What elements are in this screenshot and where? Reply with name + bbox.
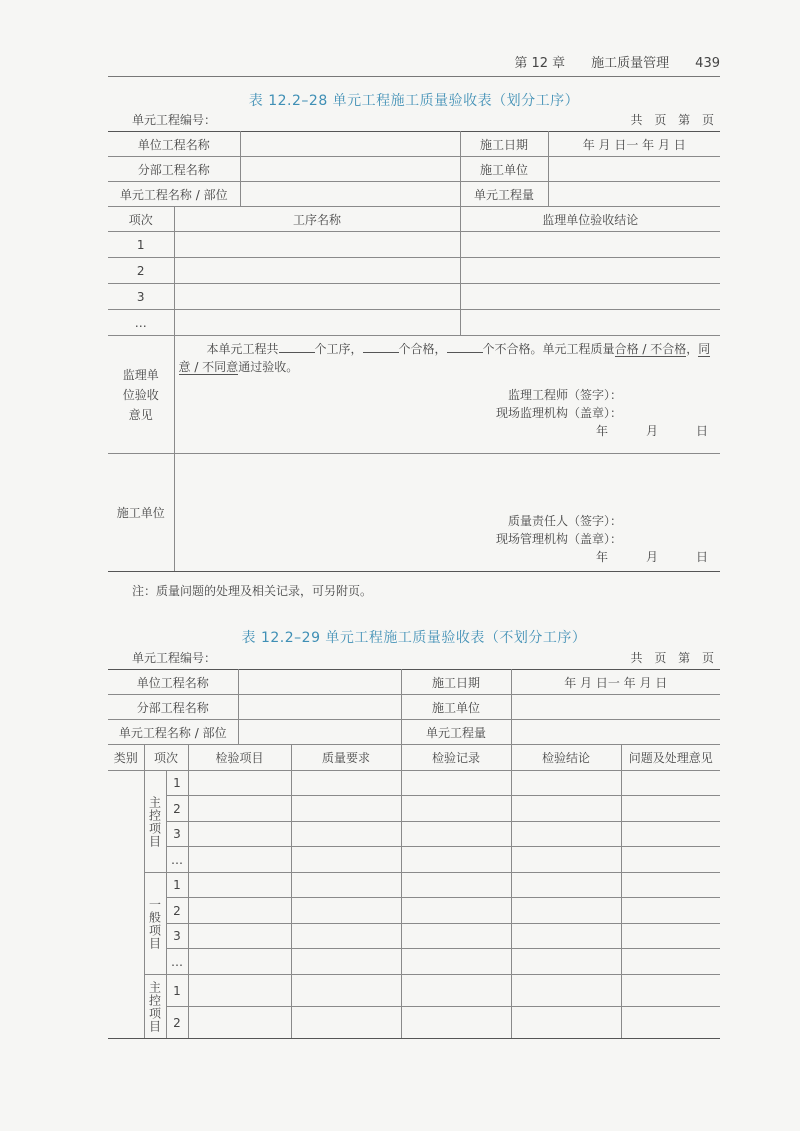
- date-month: 月: [645, 424, 660, 438]
- unqualified-count-blank[interactable]: [447, 340, 483, 353]
- form2-unit-name-value[interactable]: [238, 720, 401, 745]
- contractor-opinion-label: 施工单位: [108, 454, 174, 572]
- inspection-conclusion-cell[interactable]: [511, 975, 621, 1007]
- form1-unit-name-label: 单元工程名称 / 部位: [108, 182, 240, 207]
- contractor-opinion-body[interactable]: [174, 454, 720, 572]
- form1-unit-project-label: 单位工程名称: [108, 132, 240, 157]
- item-number: …: [166, 847, 188, 873]
- issues-cell[interactable]: [621, 898, 720, 924]
- item-number: 2: [166, 898, 188, 924]
- form1-unit-project-value[interactable]: [240, 132, 460, 157]
- inspection-item-cell[interactable]: [188, 975, 291, 1007]
- contractor-seal[interactable]: 现场管理机构（盖章）：: [496, 532, 623, 546]
- inspection-item-cell[interactable]: [188, 771, 291, 796]
- quality-requirement-cell[interactable]: [291, 1007, 401, 1039]
- table-row: [108, 949, 720, 975]
- form1-supervisor-row: [108, 336, 720, 454]
- approval-choice[interactable]: 同意 / 不同意: [178, 342, 711, 374]
- conclusion-cell[interactable]: [460, 258, 720, 284]
- form2-col-inspection-record: 检验记录: [401, 745, 511, 771]
- item-number: 3: [166, 822, 188, 847]
- form2-meta: [132, 649, 718, 666]
- opinion-text-6: ，: [686, 342, 699, 356]
- inspection-item-cell[interactable]: [188, 873, 291, 898]
- form1-meta: [132, 111, 718, 128]
- form2-col-category: 类别: [108, 745, 144, 771]
- form2-unit-name-label: 单元工程名称 / 部位: [108, 720, 238, 745]
- form1-unit-name-value[interactable]: [240, 182, 460, 207]
- group-main-control: [144, 771, 166, 873]
- conclusion-cell[interactable]: [460, 284, 720, 310]
- quality-requirement-cell[interactable]: [291, 898, 401, 924]
- date-day: 日: [696, 550, 711, 564]
- group-main-control-2: [144, 975, 166, 1039]
- item-number: 1: [166, 771, 188, 796]
- process-name-cell[interactable]: [174, 284, 460, 310]
- inspection-conclusion-cell[interactable]: [511, 796, 621, 822]
- form2-unit-project-value[interactable]: [238, 670, 401, 695]
- inspection-conclusion-cell[interactable]: [511, 771, 621, 796]
- table-row: [108, 847, 720, 873]
- issues-cell[interactable]: [621, 873, 720, 898]
- form2-col-item-no: 项次: [144, 745, 188, 771]
- form1-code-label: 单元工程编号：: [132, 113, 217, 127]
- qualified-count-blank[interactable]: [363, 340, 399, 353]
- item-number: …: [108, 310, 174, 336]
- running-header: [514, 52, 720, 71]
- inspection-item-cell[interactable]: [188, 949, 291, 975]
- quality-requirement-cell[interactable]: [291, 873, 401, 898]
- item-number: 2: [166, 1007, 188, 1039]
- conclusion-cell[interactable]: [460, 232, 720, 258]
- form2-division-value[interactable]: [238, 695, 401, 720]
- inspection-conclusion-cell[interactable]: [511, 924, 621, 949]
- form1-division-label: 分部工程名称: [108, 157, 240, 182]
- item-number: 1: [166, 975, 188, 1007]
- issues-cell[interactable]: [621, 771, 720, 796]
- form1-quantity-label: 单元工程量: [460, 182, 548, 207]
- inspection-conclusion-cell[interactable]: [511, 1007, 621, 1039]
- form2-col-inspection-conclusion: 检验结论: [511, 745, 621, 771]
- opinion-text: [179, 340, 717, 376]
- item-number: 2: [108, 258, 174, 284]
- quality-requirement-cell[interactable]: [291, 975, 401, 1007]
- form2-row-division: [108, 695, 720, 720]
- page-number: 439: [695, 56, 720, 71]
- supervisor-opinion-body[interactable]: [174, 336, 720, 454]
- date-month: 月: [645, 550, 660, 564]
- issues-cell[interactable]: [621, 822, 720, 847]
- table-row: [108, 796, 720, 822]
- table-row: [108, 898, 720, 924]
- form1-contractor-label: 施工单位: [460, 157, 548, 182]
- form1-construction-date-label: 施工日期: [460, 132, 548, 157]
- table-row: [108, 258, 720, 284]
- form1-title: 表 12.2–28 单元工程施工质量验收表（划分工序）: [248, 93, 580, 109]
- issues-cell[interactable]: [621, 1007, 720, 1039]
- form1-contractor-value[interactable]: [548, 157, 720, 182]
- item-number: 3: [108, 284, 174, 310]
- form1-row-unit-name: [108, 182, 720, 207]
- quality-requirement-cell[interactable]: [291, 822, 401, 847]
- form2-construction-date-value[interactable]: 年 月 日一 年 月 日: [511, 670, 720, 695]
- item-number: 3: [166, 924, 188, 949]
- quality-requirement-cell[interactable]: [291, 924, 401, 949]
- inspection-conclusion-cell[interactable]: [511, 898, 621, 924]
- quality-requirement-cell[interactable]: [291, 847, 401, 873]
- form1-row-unit-project: [108, 132, 720, 157]
- inspection-record-cell[interactable]: [401, 847, 511, 873]
- inspection-record-cell[interactable]: [401, 898, 511, 924]
- form1-row-division: [108, 157, 720, 182]
- issues-cell[interactable]: [621, 924, 720, 949]
- date-year: 年: [595, 550, 610, 564]
- supervisor-seal[interactable]: 现场监理机构（盖章）：: [496, 406, 623, 420]
- inspection-item-cell[interactable]: [188, 822, 291, 847]
- table-row: [108, 310, 720, 336]
- inspection-record-cell[interactable]: [401, 975, 511, 1007]
- form2-row-unit-name: [108, 720, 720, 745]
- form2-quantity-label: 单元工程量: [401, 720, 511, 745]
- quality-requirement-cell[interactable]: [291, 949, 401, 975]
- opinion-text-1: 本单元工程共: [206, 342, 279, 356]
- footnote: 注：质量问题的处理及相关记录，可另附页。: [132, 584, 373, 598]
- conclusion-cell[interactable]: [460, 310, 720, 336]
- inspection-conclusion-cell[interactable]: [511, 873, 621, 898]
- form1-page-label: 共 页 第 页: [630, 113, 718, 127]
- supervisor-signature[interactable]: 监理工程师（签字）：: [508, 388, 623, 402]
- quality-requirement-cell[interactable]: [291, 796, 401, 822]
- issues-cell[interactable]: [621, 847, 720, 873]
- form2-column-header: [108, 745, 720, 771]
- form2-quantity-value[interactable]: [511, 720, 720, 745]
- issues-cell[interactable]: [621, 975, 720, 1007]
- inspection-record-cell[interactable]: [401, 771, 511, 796]
- form2-unit-project-label: 单位工程名称: [108, 670, 238, 695]
- inspection-item-cell[interactable]: [188, 1007, 291, 1039]
- process-name-cell[interactable]: [174, 232, 460, 258]
- table-row: [108, 822, 720, 847]
- form1-table: [108, 131, 720, 572]
- opinion-text-4: 个不合格。单元工程质量: [482, 342, 615, 356]
- form2-col-issues: 问题及处理意见: [621, 745, 720, 771]
- inspection-record-cell[interactable]: [401, 949, 511, 975]
- table-row: [108, 1007, 720, 1039]
- form1-column-header: [108, 207, 720, 232]
- form1-col-item-no: 项次: [108, 207, 174, 232]
- supervisor-date[interactable]: [179, 422, 717, 440]
- table-row: [108, 873, 720, 898]
- item-number: 2: [166, 796, 188, 822]
- issues-cell[interactable]: [621, 949, 720, 975]
- issues-cell[interactable]: [621, 796, 720, 822]
- group-general: [144, 873, 166, 975]
- form2-col-inspection-item: 检验项目: [188, 745, 291, 771]
- process-name-cell[interactable]: [174, 258, 460, 284]
- inspection-conclusion-cell[interactable]: [511, 949, 621, 975]
- quality-signature[interactable]: 质量责任人（签字）：: [508, 514, 623, 528]
- group-main-control-2-label: 主控项目: [147, 980, 162, 1033]
- table-row: [108, 975, 720, 1007]
- form1-col-conclusion: 监理单位验收结论: [460, 207, 720, 232]
- table-row: [108, 232, 720, 258]
- inspection-conclusion-cell[interactable]: [511, 822, 621, 847]
- opinion-text-8: 通过验收。: [238, 360, 299, 374]
- form2-table: [108, 669, 720, 1039]
- inspection-record-cell[interactable]: [401, 822, 511, 847]
- opinion-text-2: 个工序，: [314, 342, 363, 356]
- date-year: 年: [595, 424, 610, 438]
- table-row: [108, 924, 720, 949]
- inspection-item-cell[interactable]: [188, 924, 291, 949]
- inspection-item-cell[interactable]: [188, 898, 291, 924]
- inspection-record-cell[interactable]: [401, 1007, 511, 1039]
- process-count-blank[interactable]: [279, 340, 315, 353]
- inspection-record-cell[interactable]: [401, 796, 511, 822]
- category-blank-column: [108, 771, 144, 1039]
- table-row: [108, 771, 720, 796]
- item-number: …: [166, 949, 188, 975]
- inspection-item-cell[interactable]: [188, 847, 291, 873]
- form1-division-value[interactable]: [240, 157, 460, 182]
- form2-title: 表 12.2–29 单元工程施工质量验收表（不划分工序）: [241, 630, 587, 646]
- form2-contractor-value[interactable]: [511, 695, 720, 720]
- contractor-date[interactable]: [179, 548, 717, 566]
- form2-col-quality-requirement: 质量要求: [291, 745, 401, 771]
- opinion-text-3: 个合格，: [398, 342, 447, 356]
- inspection-record-cell[interactable]: [401, 873, 511, 898]
- form1-col-process-name: 工序名称: [174, 207, 460, 232]
- form2-division-label: 分部工程名称: [108, 695, 238, 720]
- inspection-conclusion-cell[interactable]: [511, 847, 621, 873]
- form1-contractor-row: [108, 454, 720, 572]
- form2-code-label: 单元工程编号：: [132, 651, 217, 665]
- quality-requirement-cell[interactable]: [291, 771, 401, 796]
- form2-construction-date-label: 施工日期: [401, 670, 511, 695]
- date-day: 日: [696, 424, 711, 438]
- form2-row-unit-project: [108, 670, 720, 695]
- quality-choice[interactable]: 合格 / 不合格: [614, 342, 687, 356]
- supervisor-opinion-label: 监理单位验收意见: [108, 336, 174, 454]
- group-main-control-label: 主控项目: [147, 795, 162, 848]
- item-number: 1: [166, 873, 188, 898]
- form2-contractor-label: 施工单位: [401, 695, 511, 720]
- item-number: 1: [108, 232, 174, 258]
- chapter-number: 第 12 章: [514, 56, 566, 71]
- process-name-cell[interactable]: [174, 310, 460, 336]
- inspection-item-cell[interactable]: [188, 796, 291, 822]
- table-row: [108, 284, 720, 310]
- form1-construction-date-value[interactable]: 年 月 日一 年 月 日: [548, 132, 720, 157]
- form2-page-label: 共 页 第 页: [630, 651, 718, 665]
- group-general-label: 一般项目: [147, 897, 162, 950]
- form1-quantity-value[interactable]: [548, 182, 720, 207]
- chapter-title: 施工质量管理: [591, 56, 670, 71]
- header-rule: [108, 76, 720, 77]
- inspection-record-cell[interactable]: [401, 924, 511, 949]
